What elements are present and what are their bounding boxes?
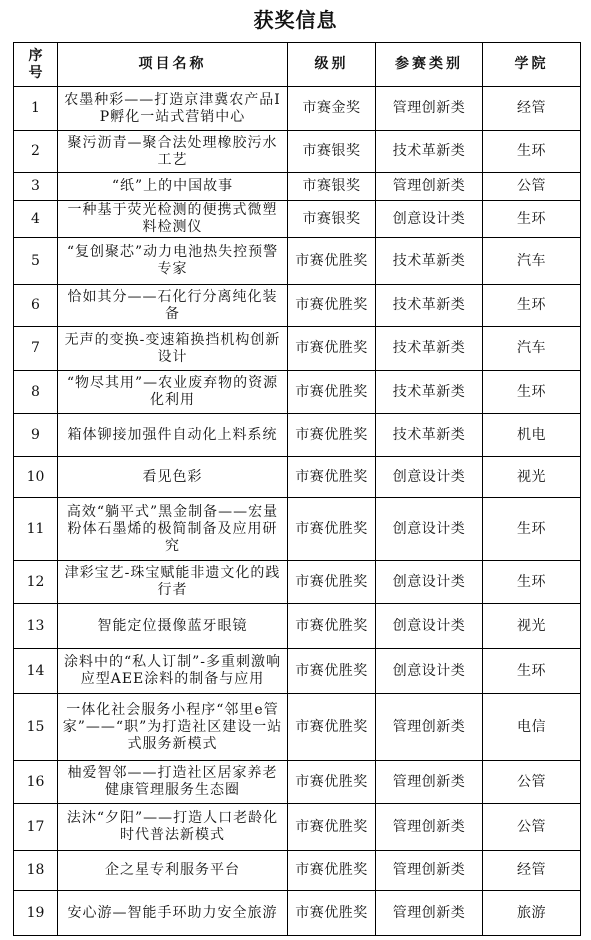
table-row — [14, 201, 581, 238]
row-level: 市赛银奖 — [288, 201, 376, 238]
row-level: 市赛优胜奖 — [288, 561, 376, 604]
row-category: 创意设计类 — [376, 561, 483, 604]
row-project-name: 看见色彩 — [58, 457, 288, 498]
table-header — [14, 43, 581, 87]
row-project-name: 津彩宝艺-珠宝赋能非遗文化的践行者 — [58, 561, 288, 604]
row-index: 6 — [14, 285, 58, 327]
row-index: 19 — [14, 891, 58, 936]
row-college: 旅游 — [483, 891, 581, 936]
row-index: 9 — [14, 414, 58, 457]
row-college: 生环 — [483, 498, 581, 561]
row-level: 市赛优胜奖 — [288, 327, 376, 371]
row-project-name: “复创聚芯”动力电池热失控预警专家 — [58, 238, 288, 285]
row-project-name: 法沐“夕阳”——打造人口老龄化时代普法新模式 — [58, 804, 288, 851]
row-index: 17 — [14, 804, 58, 851]
row-category: 管理创新类 — [376, 804, 483, 851]
row-college: 经管 — [483, 851, 581, 891]
row-college: 生环 — [483, 561, 581, 604]
row-project-name: 涂料中的“私人订制”-多重刺激响应型AEE涂料的制备与应用 — [58, 649, 288, 694]
row-index: 10 — [14, 457, 58, 498]
row-level: 市赛优胜奖 — [288, 457, 376, 498]
table-row — [14, 761, 581, 804]
row-category: 管理创新类 — [376, 851, 483, 891]
row-category: 技术革新类 — [376, 131, 483, 173]
table-row — [14, 285, 581, 327]
table-row — [14, 604, 581, 649]
row-index: 13 — [14, 604, 58, 649]
row-category: 技术革新类 — [376, 327, 483, 371]
row-level: 市赛优胜奖 — [288, 804, 376, 851]
row-level: 市赛优胜奖 — [288, 891, 376, 936]
row-level: 市赛银奖 — [288, 173, 376, 201]
row-college: 汽车 — [483, 327, 581, 371]
row-index: 3 — [14, 173, 58, 201]
row-level: 市赛银奖 — [288, 131, 376, 173]
row-college: 汽车 — [483, 238, 581, 285]
row-index: 7 — [14, 327, 58, 371]
table-row — [14, 238, 581, 285]
row-college: 生环 — [483, 285, 581, 327]
header-row — [14, 43, 581, 87]
table-row — [14, 131, 581, 173]
row-level: 市赛优胜奖 — [288, 238, 376, 285]
row-level: 市赛金奖 — [288, 87, 376, 131]
row-category: 管理创新类 — [376, 891, 483, 936]
row-project-name: 箱体铆接加强件自动化上料系统 — [58, 414, 288, 457]
row-index: 11 — [14, 498, 58, 561]
row-project-name: 智能定位摄像蓝牙眼镜 — [58, 604, 288, 649]
row-index: 18 — [14, 851, 58, 891]
row-project-name: 安心游—智能手环助力安全旅游 — [58, 891, 288, 936]
row-index: 8 — [14, 371, 58, 414]
table-row — [14, 649, 581, 694]
row-college: 生环 — [483, 649, 581, 694]
row-category: 创意设计类 — [376, 201, 483, 238]
row-project-name: 农墨种彩——打造京津冀农产品IP孵化一站式营销中心 — [58, 87, 288, 131]
page-title: 获奖信息 — [253, 8, 338, 32]
row-college: 生环 — [483, 131, 581, 173]
table-row — [14, 851, 581, 891]
header-level: 级别 — [288, 43, 376, 87]
row-college: 视光 — [483, 457, 581, 498]
row-project-name: 聚污沥青—聚合法处理橡胶污水工艺 — [58, 131, 288, 173]
row-project-name: 柚爱智邻——打造社区居家养老健康管理服务生态圈 — [58, 761, 288, 804]
row-level: 市赛优胜奖 — [288, 285, 376, 327]
row-index: 15 — [14, 694, 58, 761]
header-college: 学院 — [483, 43, 581, 87]
header-index — [14, 43, 58, 87]
row-category: 创意设计类 — [376, 649, 483, 694]
table-row — [14, 561, 581, 604]
table-row — [14, 498, 581, 561]
row-college: 公管 — [483, 173, 581, 201]
table-row — [14, 327, 581, 371]
row-category: 技术革新类 — [376, 285, 483, 327]
row-college: 视光 — [483, 604, 581, 649]
table-body — [14, 87, 581, 936]
row-category: 技术革新类 — [376, 414, 483, 457]
row-project-name: 一体化社会服务小程序“邻里e管家”——“职”为打造社区建设一站式服务新模式 — [58, 694, 288, 761]
row-category: 管理创新类 — [376, 761, 483, 804]
row-category: 创意设计类 — [376, 498, 483, 561]
row-college: 公管 — [483, 804, 581, 851]
row-project-name: 无声的变换-变速箱换挡机构创新设计 — [58, 327, 288, 371]
row-category: 技术革新类 — [376, 371, 483, 414]
row-index: 14 — [14, 649, 58, 694]
row-level: 市赛优胜奖 — [288, 604, 376, 649]
row-category: 技术革新类 — [376, 238, 483, 285]
row-level: 市赛优胜奖 — [288, 761, 376, 804]
table-row — [14, 891, 581, 936]
award-table — [13, 42, 581, 936]
table-row — [14, 804, 581, 851]
row-project-name: 企之星专利服务平台 — [58, 851, 288, 891]
row-level: 市赛优胜奖 — [288, 498, 376, 561]
row-index: 16 — [14, 761, 58, 804]
table-row — [14, 414, 581, 457]
row-project-name: 恰如其分——石化行分离纯化装备 — [58, 285, 288, 327]
row-category: 管理创新类 — [376, 694, 483, 761]
row-level: 市赛优胜奖 — [288, 649, 376, 694]
row-college: 电信 — [483, 694, 581, 761]
row-level: 市赛优胜奖 — [288, 694, 376, 761]
header-category: 参赛类别 — [376, 43, 483, 87]
row-category: 管理创新类 — [376, 173, 483, 201]
row-project-name: 高效“躺平式”黑金制备——宏量粉体石墨烯的极简制备及应用研究 — [58, 498, 288, 561]
row-college: 公管 — [483, 761, 581, 804]
row-index: 12 — [14, 561, 58, 604]
table-row — [14, 87, 581, 131]
row-project-name: “物尽其用”—农业废弃物的资源化利用 — [58, 371, 288, 414]
row-project-name: 一种基于荧光检测的便携式微塑料检测仪 — [58, 201, 288, 238]
row-index: 5 — [14, 238, 58, 285]
header-index-label: 序号 — [28, 47, 43, 81]
row-category: 管理创新类 — [376, 87, 483, 131]
row-level: 市赛优胜奖 — [288, 414, 376, 457]
table-row — [14, 371, 581, 414]
row-index: 1 — [14, 87, 58, 131]
header-name: 项目名称 — [58, 43, 288, 87]
row-college: 生环 — [483, 371, 581, 414]
row-project-name: “纸”上的中国故事 — [58, 173, 288, 201]
row-category: 创意设计类 — [376, 457, 483, 498]
row-college: 经管 — [483, 87, 581, 131]
row-college: 生环 — [483, 201, 581, 238]
table-row — [14, 173, 581, 201]
table-row — [14, 694, 581, 761]
row-level: 市赛优胜奖 — [288, 371, 376, 414]
table-row — [14, 457, 581, 498]
row-index: 2 — [14, 131, 58, 173]
row-index: 4 — [14, 201, 58, 238]
row-college: 机电 — [483, 414, 581, 457]
row-category: 创意设计类 — [376, 604, 483, 649]
row-level: 市赛优胜奖 — [288, 851, 376, 891]
